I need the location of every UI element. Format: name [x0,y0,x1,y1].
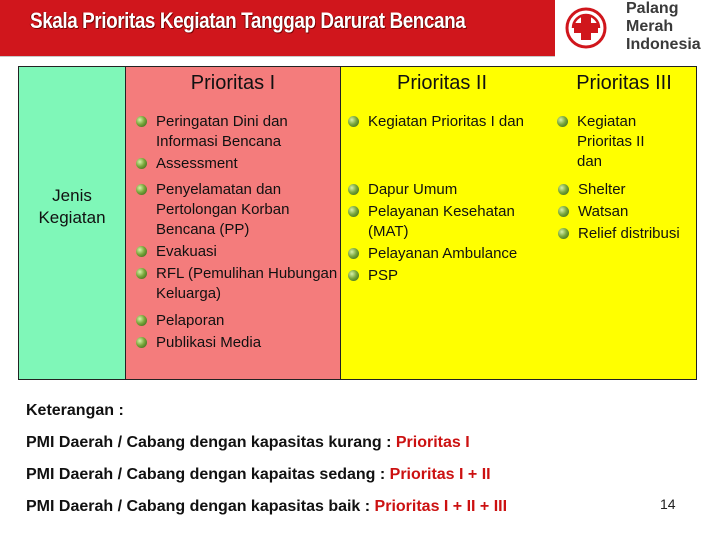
list-item: Watsan [556,202,696,222]
red-cross-logo-icon [564,6,608,50]
list-item: Shelter [556,180,696,200]
list-item: RFL (Pemulihan Hubungan Keluarga) [134,264,338,304]
title-banner [0,0,555,57]
highlight-text: Prioritas I [395,434,470,451]
jenis-kegiatan-column [18,66,126,380]
bullet-icon [136,268,147,279]
list-item: PSP [346,266,542,286]
logo-line-1: Palang [626,0,679,17]
list-item: Assessment [134,154,338,174]
keterangan-title: Keterangan : [26,402,124,419]
list-item: Peringatan Dini dan Informasi Bencana [134,112,338,152]
pmi-logo [560,0,720,60]
list-item: Pelayanan Kesehatan (MAT) [346,202,542,242]
highlight-text: Prioritas I + II + III [374,498,508,515]
keterangan-line-3: PMI Daerah / Cabang dengan kapasitas baik : Prioritas I + II + III [26,498,508,515]
bullet-icon [558,184,569,195]
bullet-icon [348,206,359,217]
prioritas-1-list-b [134,180,338,306]
bullet-icon [136,337,147,348]
prioritas-2-list-b [346,180,542,288]
bullet-icon [136,116,147,127]
bullet-icon [557,116,568,127]
bullet-icon [348,248,359,259]
bullet-icon [136,315,147,326]
keterangan-line-2: PMI Daerah / Cabang dengan kapaitas sedang : Prioritas I + II [26,466,491,483]
list-item: Penyelamatan dan Pertolongan Korban Bencana (PP) [134,180,338,240]
list-item: Pelaporan [134,311,338,331]
logo-line-3: Indonesia [626,36,701,53]
list-item: Pelayanan Ambulance [346,244,542,264]
header-prioritas-1: Prioritas I [190,72,276,94]
keterangan-line-1: PMI Daerah / Cabang dengan kapasitas kurang : Prioritas I [26,434,470,451]
page-number: 14 [660,496,676,512]
prioritas-3-list-b [556,180,696,246]
prioritas-1-list-c [134,311,338,355]
bullet-icon [136,184,147,195]
prioritas-3-list-a [555,112,695,174]
prioritas-2-list-a [346,112,542,134]
logo-line-2: Merah [626,18,674,35]
list-item: Publikasi Media [134,333,338,353]
bullet-icon [348,116,359,127]
header-prioritas-2: Prioritas II [396,72,488,94]
bullet-icon [136,246,147,257]
bullet-icon [348,184,359,195]
bullet-icon [136,158,147,169]
list-item: Kegiatan Prioritas I dan [346,112,542,132]
logo-wordmark [626,0,720,54]
list-item: Dapur Umum [346,180,542,200]
bullet-icon [558,228,569,239]
list-item: Kegiatan Prioritas II dan [555,112,695,172]
bullet-icon [558,206,569,217]
bullet-icon [348,270,359,281]
prioritas-1-list-a [134,112,338,176]
jenis-kegiatan-label: Jenis Kegiatan [38,186,106,227]
list-item: Relief distribusi [556,224,696,244]
highlight-text: Prioritas I + II [389,466,491,483]
list-item: Evakuasi [134,242,338,262]
header-prioritas-3: Prioritas III [576,72,672,94]
slide-title: Skala Prioritas Kegiatan Tanggap Darurat Bencana [30,8,466,33]
